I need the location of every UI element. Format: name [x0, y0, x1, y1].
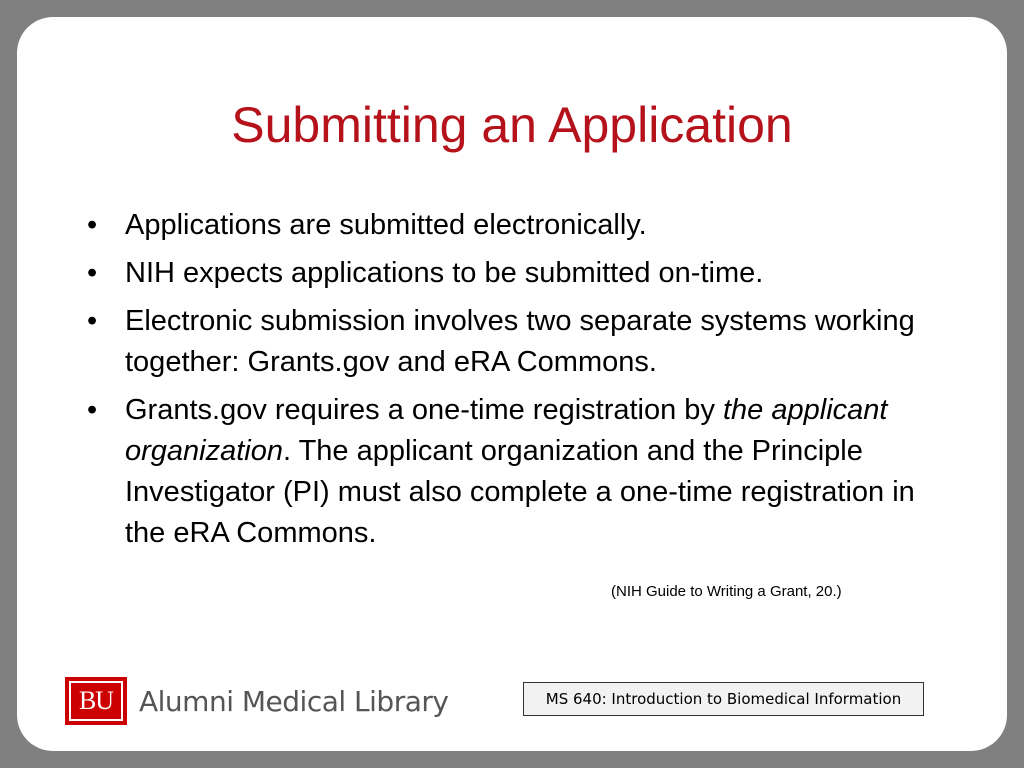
course-label: MS 640: Introduction to Biomedical Information: [523, 682, 924, 716]
bullet-text: NIH expects applications to be submitted on-time.: [125, 257, 764, 289]
bullet-dot: •: [87, 209, 98, 241]
bullet-text-part2: . The applicant organization and the Principle Investigator (PI) must also complete a one-time registration in the eRA Commons.: [125, 435, 915, 549]
bullet-dot: •: [87, 394, 98, 426]
bullet-text-part1: Grants.gov requires a one-time registration by: [125, 394, 723, 426]
bu-logo-mark: [65, 677, 127, 725]
citation: (NIH Guide to Writing a Grant, 20.): [611, 583, 842, 600]
bullet-item: [87, 253, 937, 294]
bullet-list: [87, 205, 937, 561]
bullet-item: [87, 390, 937, 554]
bullet-dot: •: [87, 305, 98, 337]
library-logo: [65, 677, 448, 725]
bullet-text: Applications are submitted electronically.: [125, 209, 647, 241]
bu-logo-text: BU: [69, 681, 123, 721]
slide: [17, 17, 1007, 751]
bullet-text-italic: the applicant organization: [125, 394, 888, 467]
slide-title: Submitting an Application: [231, 97, 793, 153]
bullet-item: [87, 301, 937, 383]
bullet-item: [87, 205, 937, 246]
library-name: Alumni Medical Library: [139, 684, 449, 718]
bullet-dot: •: [87, 257, 98, 289]
bullet-text: Electronic submission involves two separate systems working together: Grants.gov and eRA Commons.: [125, 305, 915, 378]
